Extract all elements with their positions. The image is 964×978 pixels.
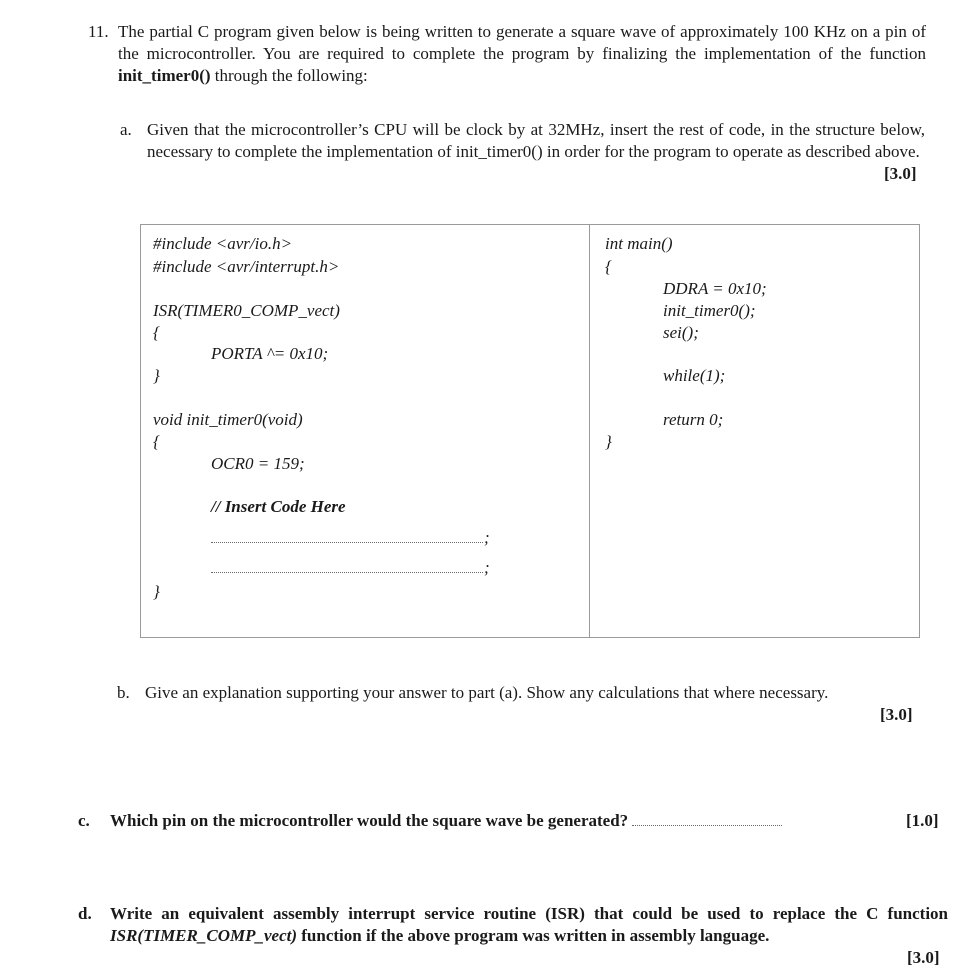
part-c-marks: [1.0]: [906, 811, 939, 830]
code-isr-close: }: [153, 366, 160, 385]
part-c-question: Which pin on the microcontroller would the square wave be generated?: [110, 811, 629, 830]
question-number: 11.: [88, 22, 109, 41]
intro-prefix: The partial C program given below is being written to generate a square wave of approximately 100 KHz on a pin of the microcontroller. You are required to complete the program by finalizing the implementation of the function: [118, 22, 926, 63]
code-isr-body: PORTA ^= 0x10;: [211, 344, 329, 363]
code-sei: sei();: [663, 323, 699, 342]
code-ocr0-assign: OCR0 = 159;: [211, 454, 305, 473]
part-d-label: d.: [78, 904, 92, 923]
answer-line-1[interactable]: [211, 542, 483, 543]
part-d-marks: [3.0]: [907, 948, 940, 967]
code-while-loop: while(1);: [663, 366, 726, 385]
code-main-signature: int main(): [605, 234, 673, 253]
answer-line-2[interactable]: [211, 572, 483, 573]
code-init-close: }: [153, 582, 160, 601]
code-init-signature: void init_timer0(void): [153, 410, 303, 429]
part-c-answer-blank[interactable]: [632, 811, 782, 826]
code-call-init: init_timer0();: [663, 301, 756, 320]
answer-line-1-semicolon: ;: [484, 528, 490, 547]
question-intro: [118, 21, 926, 87]
part-a-text: Given that the microcontroller’s CPU will be clock by at 32MHz, insert the rest of code, in the structure below, necessary to complete the implementation of init_timer0() in order for the program to operate as described above.: [147, 120, 925, 161]
code-isr-open: {: [153, 323, 160, 342]
answer-line-2-semicolon: ;: [484, 558, 490, 577]
part-b-label: b.: [117, 683, 130, 702]
code-init-open: {: [153, 432, 160, 451]
code-main-close: }: [605, 432, 612, 451]
code-include-interrupt: #include <avr/interrupt.h>: [153, 257, 340, 276]
part-a-marks: [3.0]: [884, 164, 917, 183]
code-insert-comment: // Insert Code Here: [211, 497, 346, 516]
part-c-label: c.: [78, 811, 90, 830]
code-return: return 0;: [663, 410, 724, 429]
part-d-text: [110, 903, 948, 947]
intro-function: init_timer0(): [118, 66, 211, 85]
part-c-text: [110, 810, 802, 832]
part-d-suffix: function if the above program was written in assembly language.: [297, 926, 770, 945]
code-box: [140, 224, 920, 638]
intro-suffix: through the following:: [210, 66, 368, 85]
part-b-marks: [3.0]: [880, 705, 913, 724]
code-include-io: #include <avr/io.h>: [153, 234, 293, 253]
part-d-function: ISR(TIMER_COMP_vect): [110, 926, 297, 945]
part-a-label: a.: [120, 120, 132, 139]
part-d-prefix: Write an equivalent assembly interrupt service routine (ISR) that could be used to replace the C function: [110, 904, 948, 923]
code-box-divider: [589, 225, 590, 637]
code-main-open: {: [605, 257, 612, 276]
code-ddra-assign: DDRA = 0x10;: [663, 279, 767, 298]
code-isr-signature: ISR(TIMER0_COMP_vect): [153, 301, 340, 320]
part-b-text: Give an explanation supporting your answer to part (a). Show any calculations that where necessary.: [145, 683, 829, 702]
